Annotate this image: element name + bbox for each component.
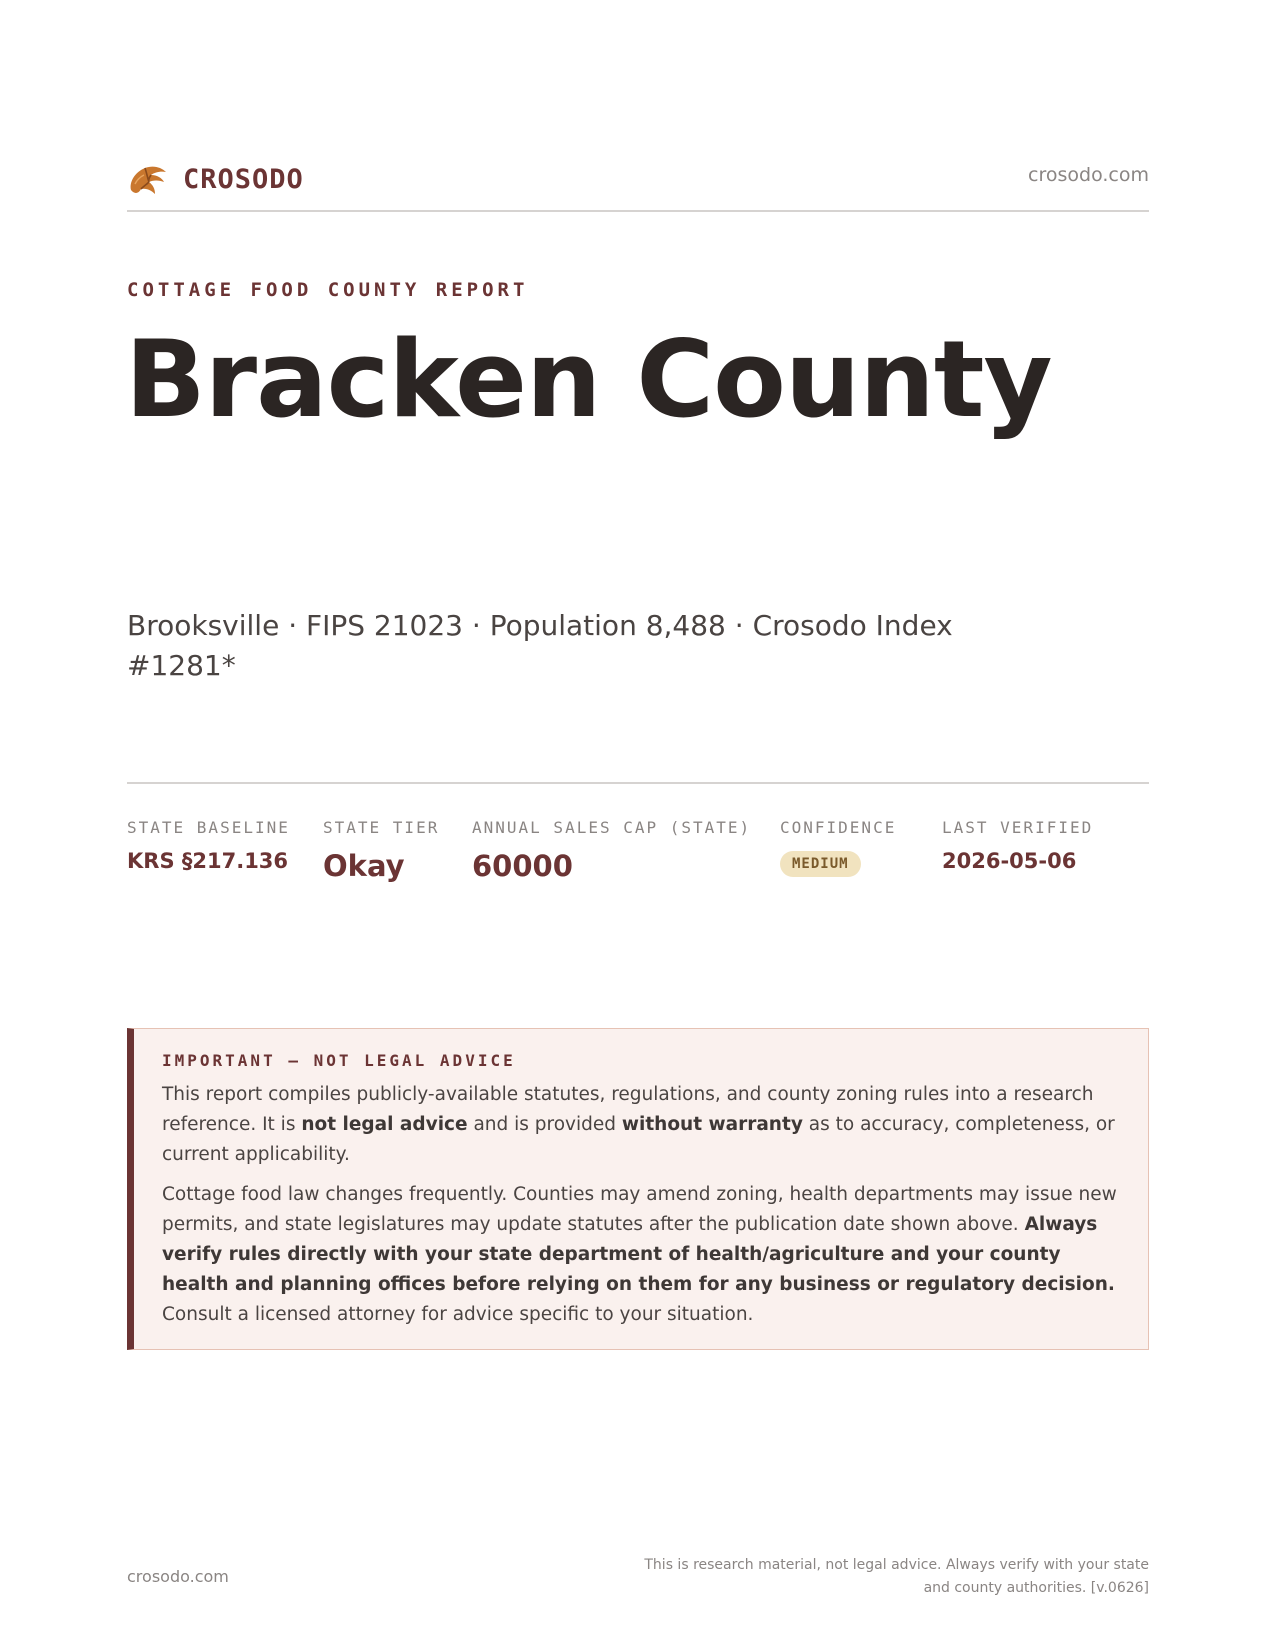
stat-label: CONFIDENCE [780, 818, 897, 837]
stat-value: 2026-05-06 [942, 849, 1077, 873]
stat-value: Okay [323, 849, 405, 883]
footer-disclaimer: This is research material, not legal advice. Always verify with your state and county authorities. [v.0626] [644, 1557, 1149, 1596]
stat-label: ANNUAL SALES CAP (STATE) [472, 818, 752, 837]
notice-paragraph [162, 1180, 1122, 1330]
report-eyebrow: COTTAGE FOOD COUNTY REPORT [127, 279, 529, 301]
stat-confidence [780, 818, 896, 877]
legal-notice [127, 1028, 1149, 1350]
notice-emphasis: Always verify rules directly with your state department of health/agriculture and your county health and planning offices before relying on them for any business or regulatory decision. [162, 1214, 1115, 1295]
report-page [127, 0, 1149, 1650]
page-title: Bracken County [125, 318, 1052, 441]
notice-text: Consult a licensed attorney for advice specific to your situation. [162, 1304, 754, 1325]
stat-last-verified [942, 818, 1093, 873]
notice-text: as to accuracy, completeness, or current applicability. [162, 1114, 1115, 1165]
notice-text: and is provided [467, 1114, 622, 1135]
stat-label: LAST VERIFIED [942, 818, 1094, 837]
divider [127, 782, 1149, 784]
report-header [127, 156, 1149, 212]
stat-value: KRS §217.136 [127, 849, 289, 873]
notice-text: Cottage food law changes frequently. Counties may amend zoning, health departments may issue new permits, and state legislatures may update statutes after the publication date shown above. [162, 1184, 1117, 1235]
notice-title: IMPORTANT — NOT LEGAL ADVICE [162, 1051, 516, 1070]
stat-state-tier [323, 818, 439, 883]
confidence-badge: MEDIUM [780, 851, 861, 877]
croissant-icon [127, 160, 169, 198]
stat-value: 60000 [472, 849, 573, 883]
footer-site-url[interactable]: crosodo.com [127, 1567, 229, 1586]
brand [127, 160, 304, 198]
notice-emphasis: not legal advice [301, 1114, 468, 1135]
stat-label: STATE BASELINE [127, 818, 290, 837]
notice-paragraph [162, 1080, 1122, 1170]
stat-sales-cap [472, 818, 751, 883]
brand-name: CROSODO [183, 163, 304, 195]
stat-label: STATE TIER [323, 818, 440, 837]
notice-text: This report compiles publicly-available statutes, regulations, and county zoning rules into a research reference. It is [162, 1084, 1094, 1135]
report-subtitle: Brooksville · FIPS 21023 · Population 8,488 · Crosodo Index #1281* [127, 609, 953, 682]
site-url[interactable]: crosodo.com [1028, 164, 1149, 186]
notice-emphasis: without warranty [621, 1114, 803, 1135]
stat-state-baseline [127, 818, 290, 873]
